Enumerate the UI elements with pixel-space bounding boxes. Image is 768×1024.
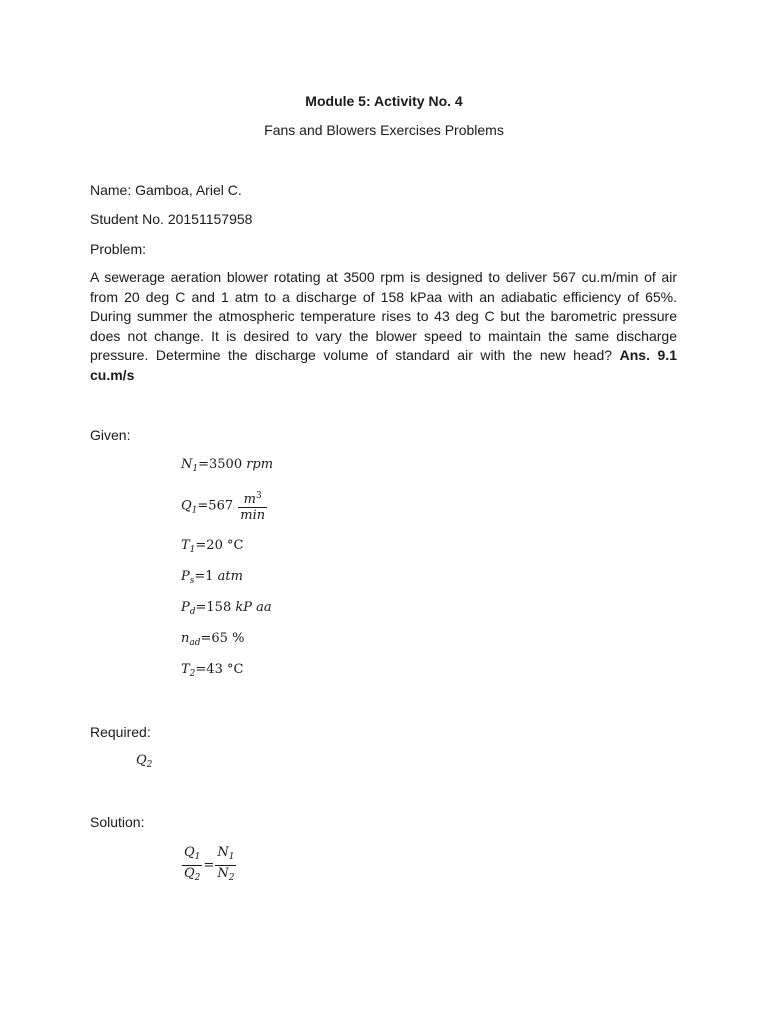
- n1-symbol: N: [181, 457, 193, 472]
- required-q2: [136, 753, 152, 770]
- t2-subscript: 2: [189, 669, 196, 679]
- right-numerator: N: [217, 845, 229, 860]
- given-q1: [181, 489, 268, 523]
- ps-value: =1: [194, 569, 218, 584]
- n1-subscript: 1: [192, 464, 199, 474]
- ps-symbol: P: [181, 569, 190, 584]
- q1-unit-fraction: [238, 489, 267, 523]
- right-denominator-subscript: 2: [228, 873, 235, 883]
- q1-symbol: Q: [181, 498, 192, 514]
- pd-unit: kP aa: [235, 600, 272, 615]
- given-nad: [181, 631, 244, 648]
- q1-value: =567: [197, 498, 238, 514]
- pd-symbol: P: [181, 600, 190, 615]
- right-denominator: N: [217, 866, 229, 881]
- given-pd: [181, 600, 272, 617]
- solution-equation: [181, 845, 237, 886]
- ps-subscript: s: [189, 576, 195, 586]
- problem-statement: [90, 268, 677, 386]
- q2-subscript: 2: [146, 760, 153, 770]
- left-denominator: Q: [184, 866, 195, 881]
- given-t1: [181, 538, 243, 555]
- student-name: Name: Gamboa, Ariel C.: [90, 182, 242, 198]
- t1-subscript: 1: [189, 545, 196, 555]
- q2-symbol: Q: [136, 753, 147, 768]
- q1-unit-denominator: min: [240, 508, 266, 523]
- n1-value: =3500: [198, 457, 247, 472]
- left-fraction: [182, 845, 202, 886]
- left-numerator-subscript: 1: [194, 852, 201, 862]
- ps-unit: atm: [217, 569, 243, 584]
- problem-text: A sewerage aeration blower rotating at 3500 rpm is designed to deliver 567 cu.m/min of air from 20 deg C and 1 atm to a discharge of 158 kPaa with an adiabatic efficiency of 65%. During summer the atmospheric temperature rises to 43 deg C but the barometric pressure does not change. It is desired to vary the blower speed to maintain the same discharge pressure. Determine the discharge volume of standard air with the new head?: [90, 269, 677, 364]
- nad-subscript: ad: [189, 638, 201, 648]
- t1-value: =20 °C: [195, 538, 244, 553]
- student-number: Student No. 20151157958: [90, 211, 253, 227]
- equals-sign: =: [203, 858, 215, 873]
- problem-label: Problem:: [90, 241, 147, 257]
- given-t2: [181, 662, 243, 679]
- right-fraction: [215, 845, 236, 886]
- problem-answer: Ans. 9.1 cu.m/s: [90, 347, 677, 383]
- pd-value: =158: [195, 600, 236, 615]
- pd-subscript: d: [189, 607, 196, 617]
- solution-label: Solution:: [90, 814, 145, 830]
- document-title: Module 5: Activity No. 4: [305, 93, 463, 109]
- t1-symbol: T: [181, 538, 190, 553]
- t2-symbol: T: [181, 662, 190, 677]
- left-denominator-subscript: 2: [194, 873, 201, 883]
- t2-value: =43 °C: [195, 662, 244, 677]
- q1-unit-exponent: 3: [255, 491, 262, 501]
- n1-unit: rpm: [246, 457, 274, 472]
- nad-symbol: n: [181, 631, 190, 646]
- given-label: Given:: [90, 427, 131, 443]
- nad-value: =65 %: [200, 631, 245, 646]
- document-subtitle: Fans and Blowers Exercises Problems: [264, 122, 504, 138]
- q1-unit-numerator: m: [243, 492, 256, 507]
- left-numerator: Q: [184, 845, 195, 860]
- given-ps: [181, 569, 243, 586]
- required-label: Required:: [90, 724, 151, 740]
- q1-subscript: 1: [191, 505, 198, 516]
- right-numerator-subscript: 1: [228, 852, 235, 862]
- given-n1: [181, 457, 273, 474]
